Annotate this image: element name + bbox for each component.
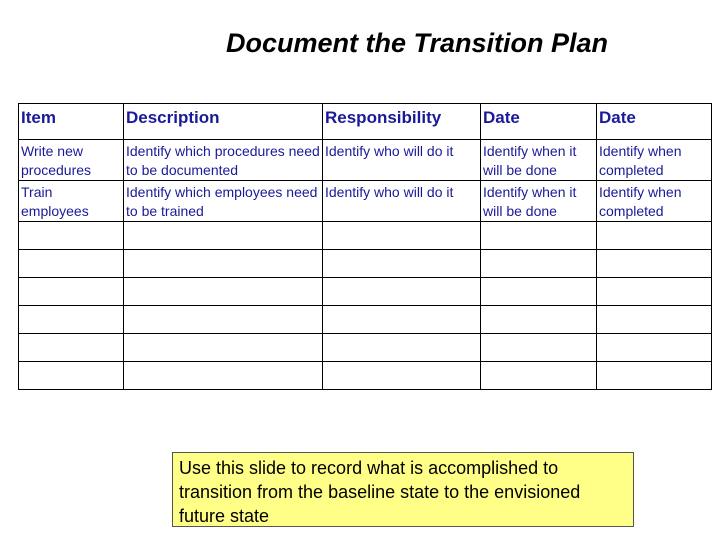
header-description: Description <box>124 104 323 140</box>
empty-cell <box>19 222 124 250</box>
cell-responsibility: Identify who will do it <box>323 181 481 222</box>
empty-cell <box>323 278 481 306</box>
table-row <box>19 181 712 222</box>
empty-cell <box>19 306 124 334</box>
header-responsibility: Responsibility <box>323 104 481 140</box>
cell-description: Identify which employees need to be trained <box>124 181 323 222</box>
empty-row <box>19 306 712 334</box>
empty-cell <box>597 278 712 306</box>
empty-cell <box>323 222 481 250</box>
empty-cell <box>124 250 323 278</box>
empty-cell <box>481 250 597 278</box>
empty-cell <box>481 306 597 334</box>
empty-cell <box>124 306 323 334</box>
empty-cell <box>481 334 597 362</box>
cell-item: Write new procedures <box>19 140 124 181</box>
empty-cell <box>124 334 323 362</box>
header-date: Date <box>481 104 597 140</box>
empty-row <box>19 278 712 306</box>
empty-cell <box>597 362 712 390</box>
empty-cell <box>19 362 124 390</box>
empty-cell <box>597 306 712 334</box>
empty-cell <box>481 222 597 250</box>
cell-date-completed: Identify when completed <box>597 181 712 222</box>
empty-row <box>19 250 712 278</box>
empty-cell <box>19 334 124 362</box>
empty-row <box>19 334 712 362</box>
empty-cell <box>124 362 323 390</box>
header-item: Item <box>19 104 124 140</box>
cell-responsibility: Identify who will do it <box>323 140 481 181</box>
transition-plan-table <box>18 103 712 390</box>
cell-description: Identify which procedures need to be documented <box>124 140 323 181</box>
empty-cell <box>481 278 597 306</box>
empty-cell <box>597 250 712 278</box>
empty-cell <box>323 334 481 362</box>
empty-cell <box>481 362 597 390</box>
cell-date-completed: Identify when completed <box>597 140 712 181</box>
empty-cell <box>323 250 481 278</box>
empty-cell <box>124 222 323 250</box>
empty-cell <box>597 334 712 362</box>
cell-date: Identify when it will be done <box>481 140 597 181</box>
empty-cell <box>323 362 481 390</box>
empty-cell <box>19 278 124 306</box>
header-date-completed: Date <box>597 104 712 140</box>
empty-cell <box>323 306 481 334</box>
empty-cell <box>19 250 124 278</box>
table-row <box>19 140 712 181</box>
instruction-note: Use this slide to record what is accomplished to transition from the baseline state to the envisioned future state <box>172 452 634 527</box>
empty-row <box>19 222 712 250</box>
cell-item: Train employees <box>19 181 124 222</box>
cell-date: Identify when it will be done <box>481 181 597 222</box>
empty-row <box>19 362 712 390</box>
slide-title: Document the Transition Plan <box>226 28 609 58</box>
empty-cell <box>597 222 712 250</box>
empty-cell <box>124 278 323 306</box>
header-row <box>19 104 712 140</box>
